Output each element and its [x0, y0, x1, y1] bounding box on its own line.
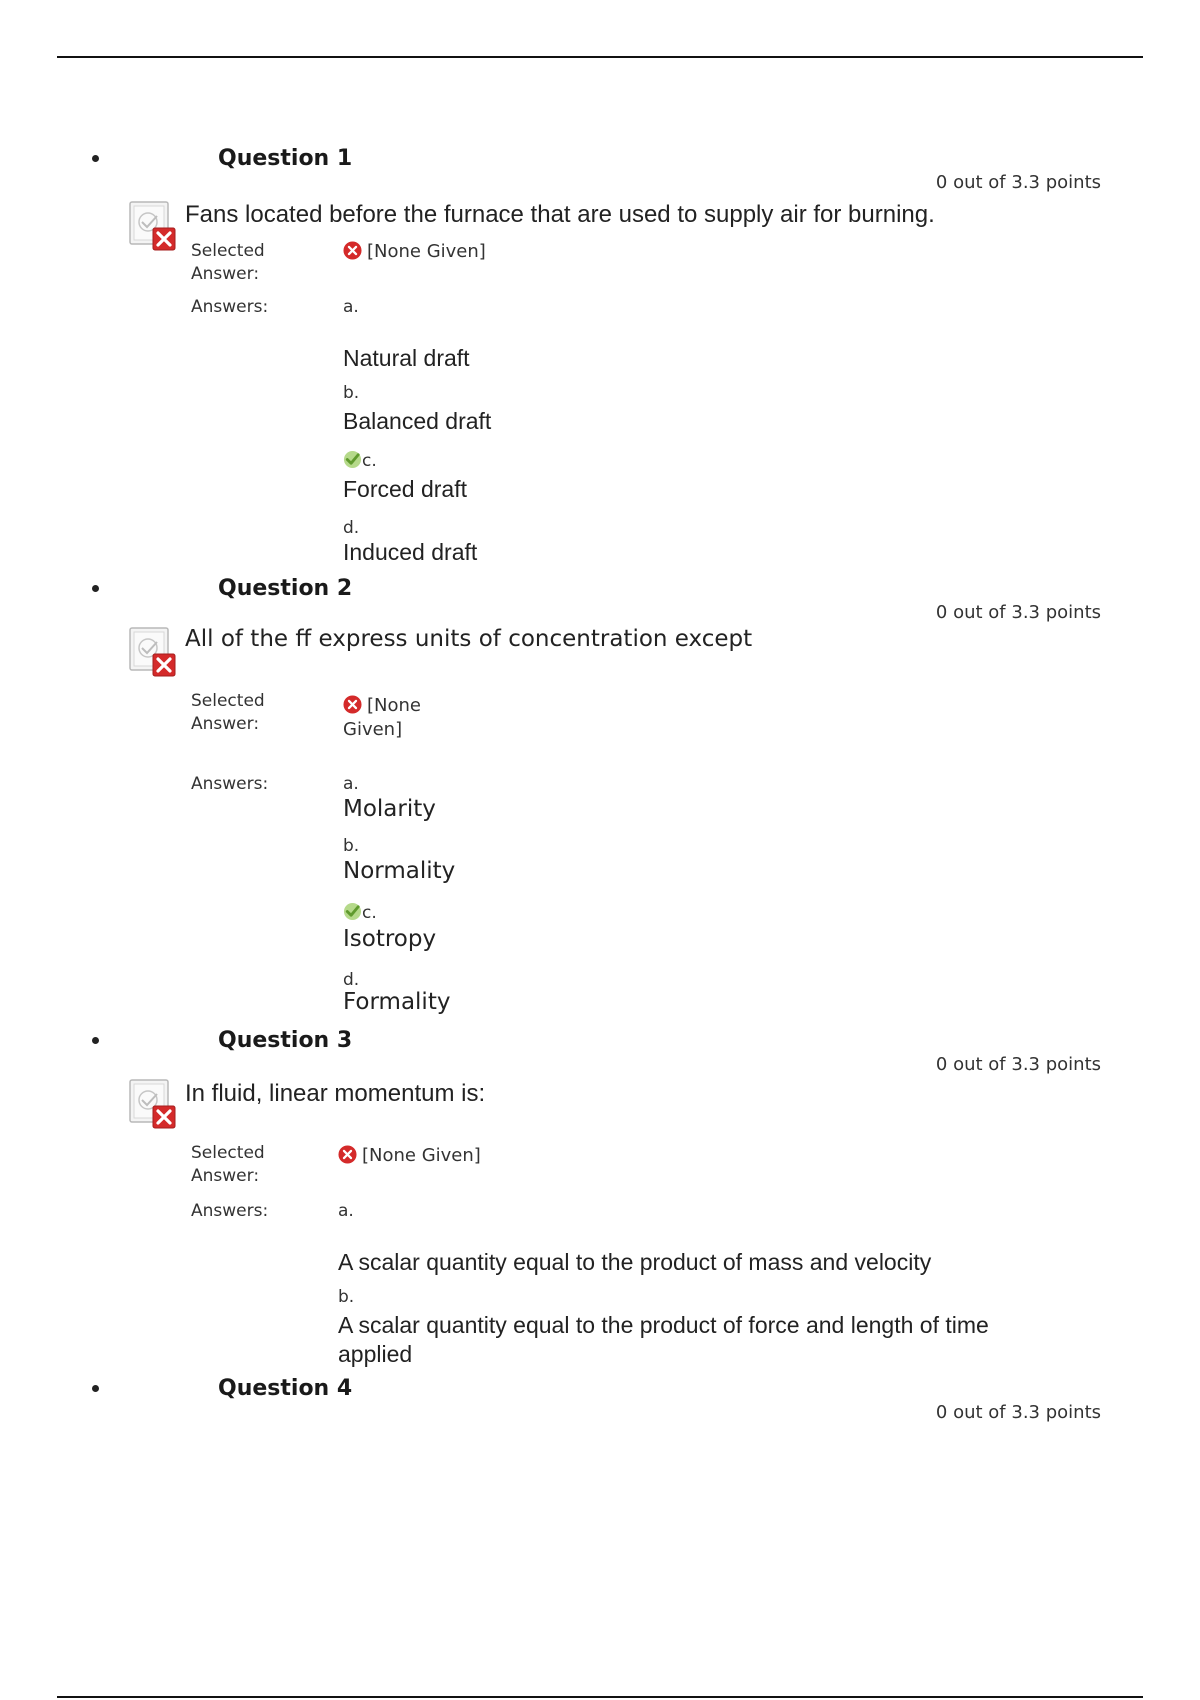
- selected-answer-label: Selected Answer:: [191, 1143, 265, 1186]
- selected-answer: [None Given]: [343, 695, 421, 740]
- option-letter: a.: [343, 774, 359, 794]
- option-text: Induced draft: [343, 539, 478, 565]
- correct-check-icon: [343, 450, 362, 469]
- option-text: Normality: [343, 858, 456, 884]
- option-letter: b.: [343, 383, 360, 403]
- question-points: 0 out of 3.3 points: [935, 602, 1101, 623]
- question-text: Fans located before the furnace that are used to supply air for burning.: [185, 201, 935, 228]
- question-text: In fluid, linear momentum is:: [185, 1080, 486, 1107]
- question-title: Question 1: [218, 146, 353, 171]
- option-letter: b.: [343, 836, 360, 856]
- incorrect-x-icon: [343, 241, 362, 260]
- option-text: Forced draft: [343, 476, 467, 502]
- incorrect-question-icon: [128, 200, 180, 254]
- question-points: 0 out of 3.3 points: [935, 1054, 1101, 1075]
- question-text: All of the ff express units of concentration except: [185, 626, 753, 652]
- option-text: Balanced draft: [343, 408, 492, 434]
- option-letter-correct: c.: [343, 450, 377, 471]
- option-letter: b.: [338, 1287, 355, 1307]
- question-title: Question 4: [218, 1376, 353, 1401]
- selected-answer-label: Selected Answer:: [191, 691, 265, 734]
- selected-answer: [None Given]: [343, 240, 486, 264]
- option-letter: a.: [338, 1201, 354, 1221]
- incorrect-x-icon: [343, 695, 362, 714]
- top-rule: [57, 56, 1143, 58]
- bullet: [92, 1037, 99, 1044]
- option-text: A scalar quantity equal to the product of force and length of time applied: [338, 1312, 989, 1367]
- option-text: A scalar quantity equal to the product of mass and velocity: [338, 1249, 932, 1275]
- option-text: Natural draft: [343, 345, 470, 371]
- bullet: [92, 585, 99, 592]
- selected-answer: [None Given]: [338, 1144, 481, 1168]
- incorrect-question-icon: [128, 626, 180, 680]
- option-letter: d.: [343, 518, 360, 538]
- option-letter: a.: [343, 297, 359, 317]
- selected-answer-label: Selected Answer:: [191, 241, 265, 284]
- bullet: [92, 1385, 99, 1392]
- option-text: Isotropy: [343, 926, 437, 952]
- option-letter-correct: c.: [343, 902, 377, 923]
- incorrect-x-icon: [338, 1145, 357, 1164]
- question-points: 0 out of 3.3 points: [935, 172, 1101, 193]
- bottom-rule: [57, 1696, 1143, 1698]
- option-letter: d.: [343, 970, 360, 990]
- answers-label: Answers:: [191, 774, 269, 794]
- question-title: Question 2: [218, 576, 353, 601]
- question-title: Question 3: [218, 1028, 353, 1053]
- incorrect-question-icon: [128, 1078, 180, 1132]
- correct-check-icon: [343, 902, 362, 921]
- question-points: 0 out of 3.3 points: [935, 1402, 1101, 1423]
- bullet: [92, 155, 99, 162]
- answers-label: Answers:: [191, 297, 269, 317]
- option-text: Formality: [343, 989, 451, 1015]
- option-text: Molarity: [343, 796, 436, 822]
- answers-label: Answers:: [191, 1201, 269, 1221]
